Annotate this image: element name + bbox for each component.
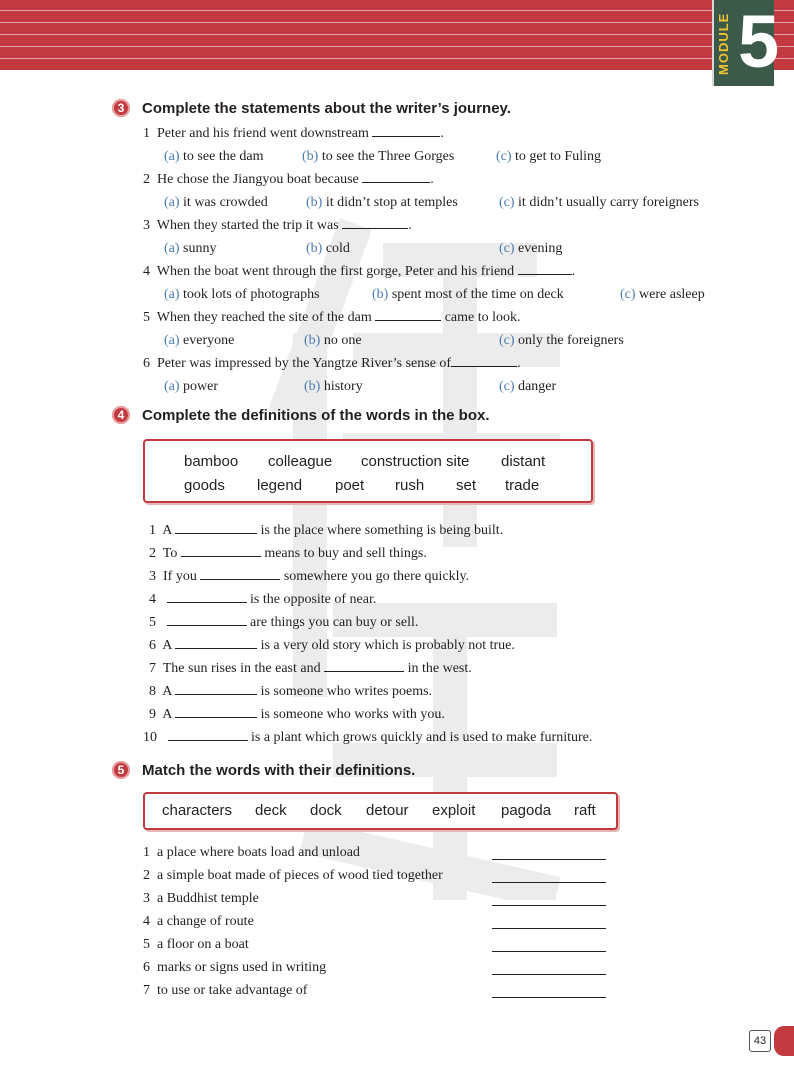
box-word: raft (574, 802, 596, 819)
box-word: legend (257, 477, 303, 494)
exercise-title: Match the words with their definitions. (142, 761, 416, 779)
answer-blank[interactable] (324, 660, 404, 672)
definition-item: 5 are things you can buy or sell. (149, 615, 419, 630)
option-b: (b) cold (306, 241, 350, 256)
definition-item: 10 is a plant which grows quickly and is used to make furniture. (143, 730, 593, 745)
match-item: 5 a floor on a boat (143, 937, 249, 952)
box-word: rush (395, 477, 425, 494)
option-c: (c) to get to Fuling (496, 149, 601, 164)
exercise-title: Complete the statements about the writer’s journey. (142, 99, 511, 117)
box-word: goods (184, 477, 225, 494)
exercise-5-heading (112, 758, 415, 782)
exercise-number-badge: 4 (112, 406, 130, 424)
option-c: (c) danger (499, 379, 557, 394)
word-box (143, 439, 593, 503)
box-word: distant (501, 453, 546, 470)
answer-blank[interactable] (167, 591, 247, 603)
answer-blank[interactable] (375, 309, 441, 321)
match-item: 4 a change of route (143, 914, 254, 929)
box-word: pagoda (501, 802, 552, 819)
answer-blank[interactable] (181, 545, 261, 557)
answer-blank[interactable] (362, 171, 430, 183)
box-word: characters (162, 802, 233, 819)
box-word: set (456, 477, 477, 494)
option-b: (b) history (304, 379, 363, 394)
answer-blank[interactable] (167, 614, 247, 626)
match-answer-blank[interactable] (492, 986, 606, 998)
question-stem: 1 Peter and his friend went downstream . (143, 126, 444, 141)
option-a: (a) took lots of photographs (164, 287, 320, 302)
option-b: (b) spent most of the time on deck (372, 287, 564, 302)
question-stem: 3 When they started the trip it was . (143, 218, 412, 233)
match-item: 3 a Buddhist temple (143, 891, 259, 906)
match-answer-blank[interactable] (492, 871, 606, 883)
header-band (0, 0, 794, 70)
definition-item: 1 A is the place where something is being built. (149, 523, 504, 538)
answer-blank[interactable] (518, 263, 572, 275)
option-c: (c) evening (499, 241, 563, 256)
module-label: MODULE (716, 12, 731, 76)
box-word: bamboo (184, 453, 239, 470)
box-word: detour (366, 802, 409, 819)
option-a: (a) everyone (164, 333, 235, 348)
match-answer-blank[interactable] (492, 848, 606, 860)
option-b: (b) it didn’t stop at temples (306, 195, 458, 210)
answer-blank[interactable] (175, 683, 257, 695)
match-item: 2 a simple boat made of pieces of wood tied together (143, 868, 443, 883)
exercise-4-heading (112, 403, 490, 427)
match-item: 7 to use or take advantage of (143, 983, 308, 998)
question-stem: 6 Peter was impressed by the Yangtze River’s sense of . (143, 356, 521, 371)
match-answer-blank[interactable] (492, 963, 606, 975)
answer-blank[interactable] (175, 522, 257, 534)
box-word: exploit (432, 802, 476, 819)
option-a: (a) to see the dam (164, 149, 264, 164)
match-answer-blank[interactable] (492, 940, 606, 952)
option-c: (c) it didn’t usually carry foreigners (499, 195, 699, 210)
answer-blank[interactable] (168, 729, 248, 741)
answer-blank[interactable] (342, 217, 408, 229)
word-box (143, 792, 618, 830)
definition-item: 7 The sun rises in the east and in the west. (149, 661, 472, 676)
box-word: colleague (268, 453, 333, 470)
exercise-number-badge: 3 (112, 99, 130, 117)
question-stem: 4 When the boat went through the first gorge, Peter and his friend . (143, 264, 576, 279)
answer-blank[interactable] (175, 706, 257, 718)
exercise-title: Complete the definitions of the words in the box. (142, 406, 490, 424)
page-edge-tab (774, 1026, 794, 1056)
match-item: 1 a place where boats load and unload (143, 845, 360, 860)
match-answer-blank[interactable] (492, 917, 606, 929)
definition-item: 8 A is someone who writes poems. (149, 684, 433, 699)
option-c: (c) were asleep (620, 287, 705, 302)
answer-blank[interactable] (451, 355, 517, 367)
question-stem: 5 When they reached the site of the dam came to look. (143, 310, 521, 325)
match-answer-blank[interactable] (492, 894, 606, 906)
box-word: trade (505, 477, 540, 494)
definition-item: 9 A is someone who works with you. (149, 707, 445, 722)
question-stem: 2 He chose the Jiangyou boat because . (143, 172, 434, 187)
box-word: construction site (361, 453, 470, 470)
definition-item: 2 To means to buy and sell things. (149, 546, 427, 561)
box-word: dock (310, 802, 342, 819)
box-word: deck (255, 802, 287, 819)
option-c: (c) only the foreigners (499, 333, 624, 348)
option-b: (b) no one (304, 333, 362, 348)
answer-blank[interactable] (175, 637, 257, 649)
answer-blank[interactable] (372, 125, 440, 137)
module-number: 5 (738, 0, 780, 83)
module-tab (712, 0, 780, 86)
option-a: (a) sunny (164, 241, 217, 256)
option-b: (b) to see the Three Gorges (302, 149, 455, 164)
definition-item: 4 is the opposite of near. (149, 592, 377, 607)
option-a: (a) power (164, 379, 219, 394)
option-a: (a) it was crowded (164, 195, 268, 210)
match-item: 6 marks or signs used in writing (143, 960, 327, 975)
exercise-3-heading (112, 96, 511, 120)
definition-item: 3 If you somewhere you go there quickly. (149, 569, 470, 584)
definition-item: 6 A is a very old story which is probably not true. (149, 638, 515, 653)
answer-blank[interactable] (200, 568, 280, 580)
box-word: poet (335, 477, 365, 494)
exercise-number-badge: 5 (112, 761, 130, 779)
page-number: 43 (749, 1030, 771, 1052)
